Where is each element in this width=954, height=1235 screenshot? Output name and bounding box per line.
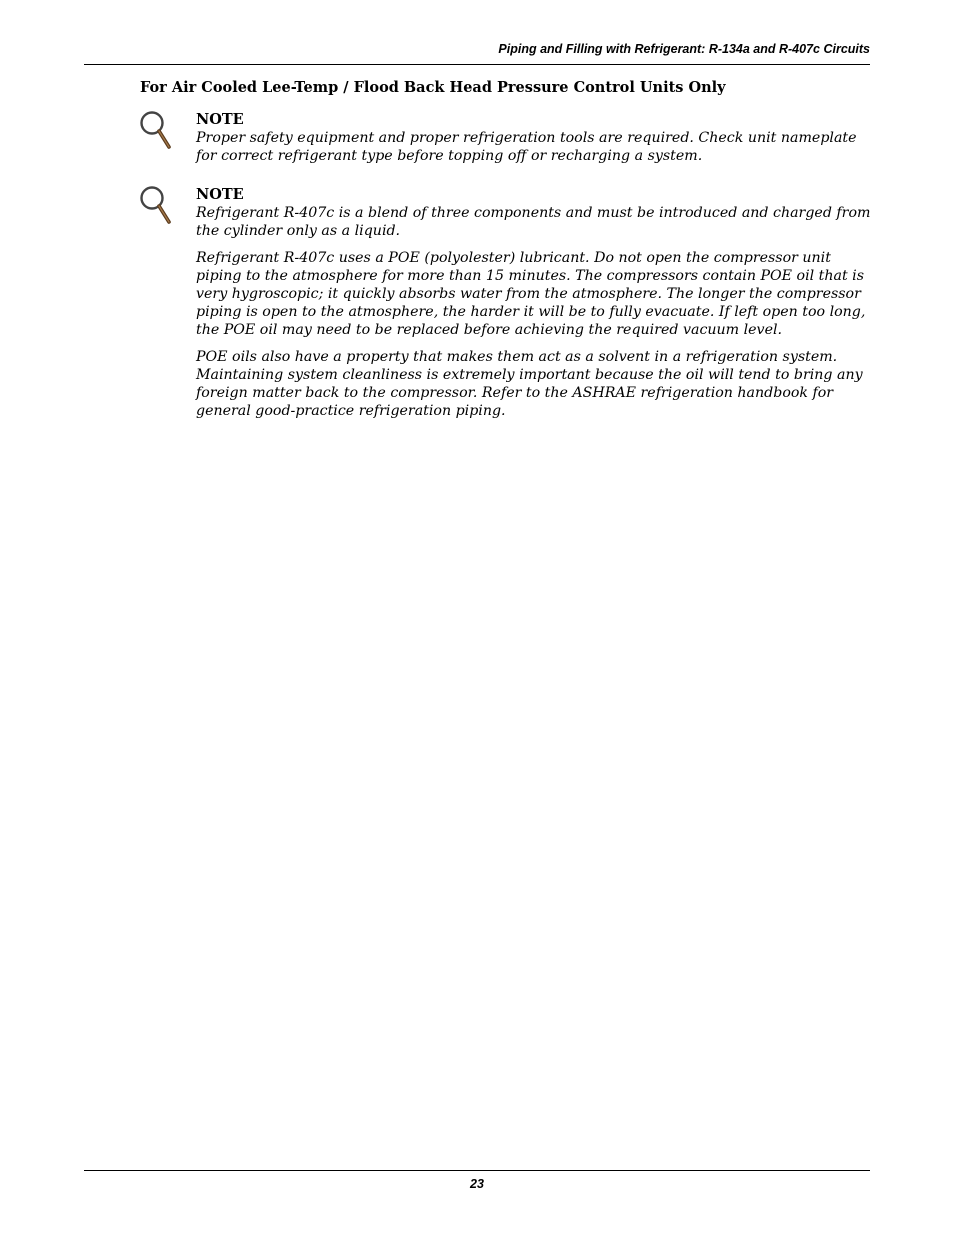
section-title: For Air Cooled Lee-Temp / Flood Back Head Pressure Control Units Only [140,79,726,96]
magnifying-glass-icon [139,110,173,152]
note-paragraph: Refrigerant R-407c is a blend of three components and must be introduced and charged from the cylinder only as a liquid. [196,205,871,239]
note-block-1 [196,110,876,174]
note-paragraph: Proper safety equipment and proper refrigeration tools are required. Check unit nameplate for correct refrigerant type before topping off or recharging a system. [196,130,857,164]
note-paragraph: POE oils also have a property that makes them act as a solvent in a refrigeration system. Maintaining system cleanliness is extremely important because the oil will tend to bring any foreign matter back to the compressor. Refer to the ASHRAE refrigeration handbook for general good-practice refrigeration piping. [196,349,863,419]
running-header: Piping and Filling with Refrigerant: R-134a and R-407c Circuits [498,42,870,56]
magnifying-glass-icon [139,185,173,227]
page-number: 23 [470,1177,484,1191]
header-rule [84,64,870,65]
note-label: NOTE [196,186,244,203]
note-label: NOTE [196,111,244,128]
note-block-2 [196,185,876,429]
footer-rule [84,1170,870,1171]
note-paragraph: Refrigerant R-407c uses a POE (polyolester) lubricant. Do not open the compressor unit piping to the atmosphere for more than 15 minutes. The compressors contain POE oil that is very hygroscopic; it quickly absorbs water from the atmosphere. The longer the compressor piping is open to the atmosphere, the harder it will be to fully evacuate. If left open too long, the POE oil may need to be replaced before achieving the required vacuum level. [196,250,866,338]
